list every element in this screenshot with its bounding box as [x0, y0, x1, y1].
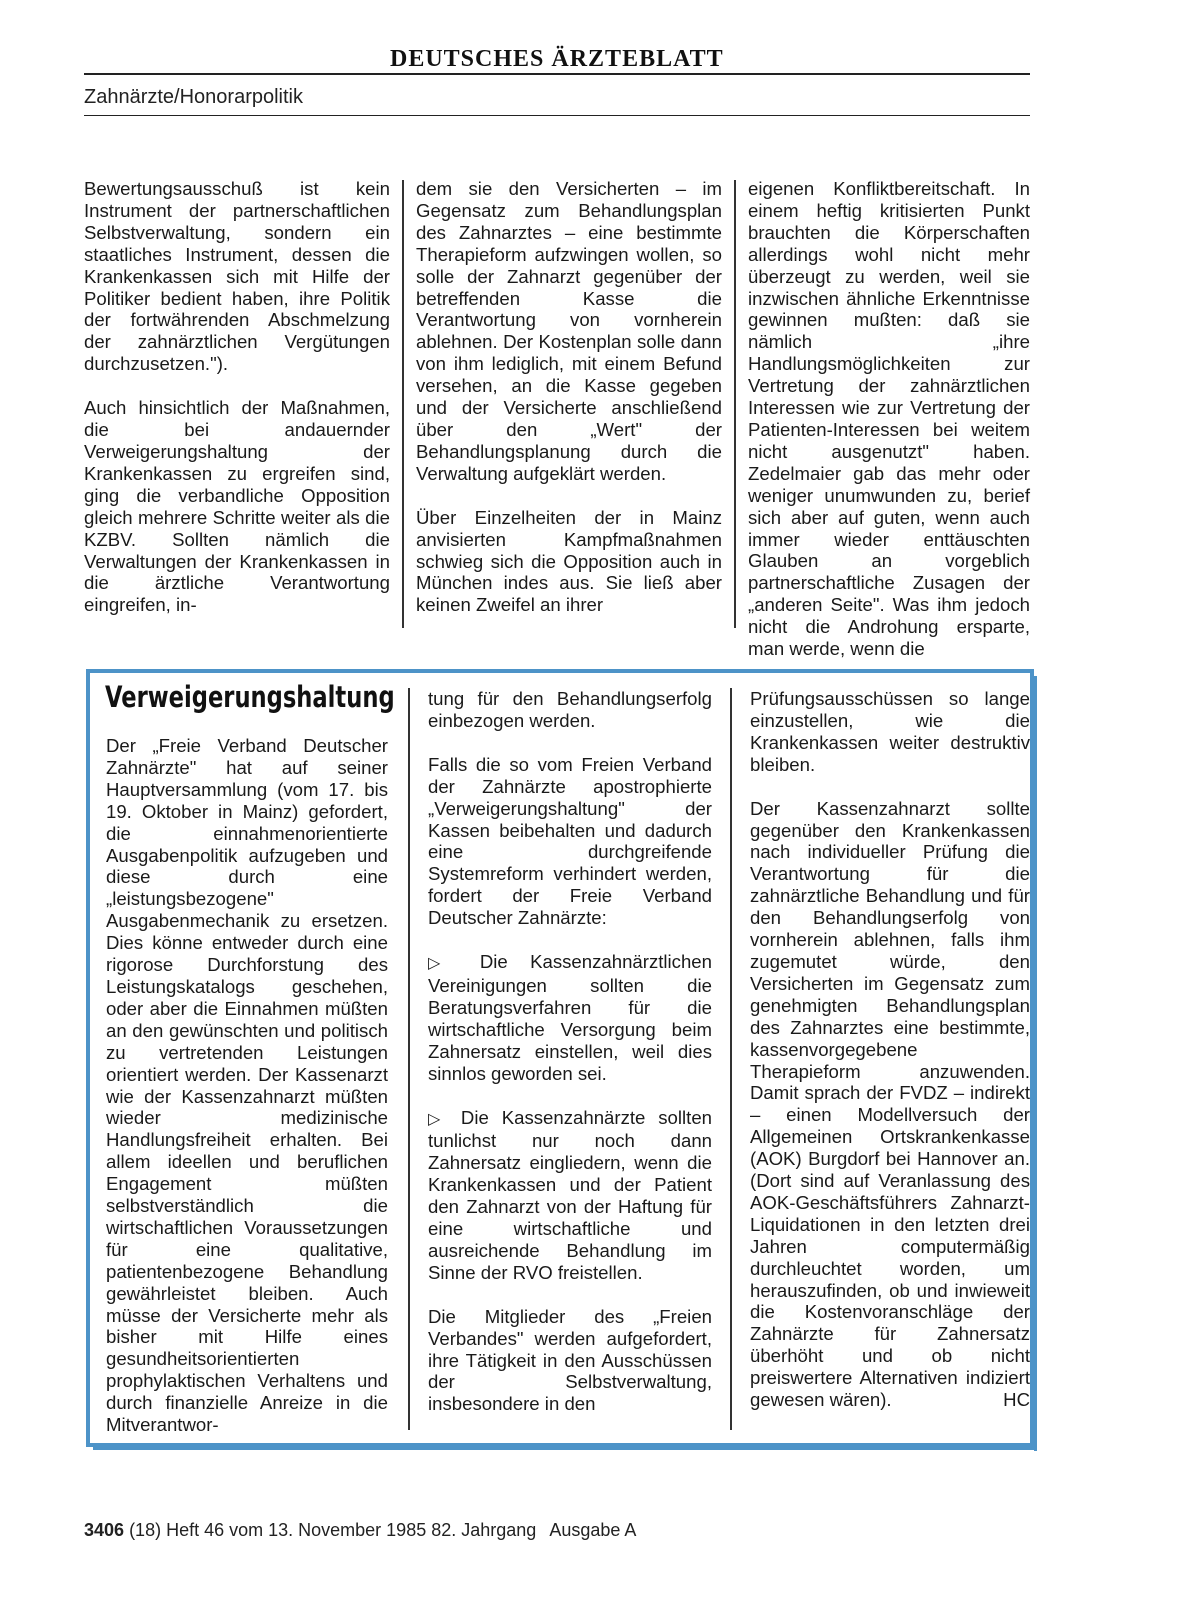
box-column-1 [106, 735, 388, 1436]
masthead-rule [84, 73, 1030, 75]
author-signature: HC [1003, 1389, 1030, 1411]
paragraph: Bewertungsausschuß ist kein Instrument der partnerschaftlichen Selbstverwaltung, sondern ein staatliches Instrument, dessen die Krankenkassen sich mit Hilfe der Politiker bedient haben, ihre Politik der fortwährenden Abschmelzung der zahnärztlichen Vergütungen durchzusetzen."). [84, 178, 390, 375]
paragraph: tung für den Behandlungserfolg einbezogen werden. [428, 688, 712, 731]
paragraph [750, 798, 1030, 1411]
info-box-shadow [93, 1447, 1037, 1450]
page-number: 3406 [84, 1520, 125, 1540]
bullet-item [428, 951, 712, 1084]
article-column-1 [84, 178, 390, 616]
paragraph: Auch hinsichtlich der Maßnahmen, die bei andauernder Verweigerungshaltung der Krankenkassen zu ergreifen sind, ging die verbandliche Opposition gleich mehrere Schritte weiter als die KZBV. Sollten nämlich die Verwaltungen der Krankenkassen in die ärztliche Verantwortung eingreifen, in- [84, 397, 390, 616]
article-column-2 [416, 178, 722, 616]
paragraph: Die Mitglieder des „Freien Verbandes" werden aufgefordert, ihre Tätigkeit in den Ausschüssen der Selbstverwaltung, insbesondere in den [428, 1305, 712, 1415]
paragraph: Der „Freie Verband Deutscher Zahnärzte" hat auf seiner Hauptversammlung (vom 17. bis 19. Oktober in Mainz) gefordert, die einnahmenorientierte Ausgabenpolitik aufzugeben und diese durch eine „leistungsbezogene" Ausgabenmechanik zu ersetzen. Dies könne entweder durch eine rigorose Durchforstung des Leistungskatalogs geschehen, oder aber die Einnahmen müßten an den gewünschten und politisch zu vertretenden Leistungen orientiert werden. Der Kassenarzt wie der Kassenzahnarzt müßten wieder medizinische Handlungsfreiheit erhalten. Bei allem ideellen und beruflichen Engagement müßten selbstverständlich die wirtschaftlichen Voraussetzungen für eine qualitative, patientenbezogene Behandlung gewährleistet bleiben. Auch müsse der Versicherte mehr als bisher mit Hilfe eines gesundheitsorientierten prophylaktischen Verhaltens und durch finanzielle Anreize in die Mitverantwor- [106, 735, 388, 1436]
info-box-shadow [1034, 676, 1037, 1451]
column-divider [408, 688, 410, 1430]
box-columns [106, 688, 1030, 1438]
issue-info: (18) Heft 46 vom 13. November 1985 82. Jahrgang [129, 1520, 537, 1540]
bullet-text: Die Kassenzahnärzte sollten tunlichst nur noch dann Zahnersatz eingliedern, wenn die Krankenkassen und der Patient den Zahnarzt von der Haftung für eine wirtschaftliche und ausreichende Behandlung im Sinne der RVO freistellen. [428, 1106, 713, 1283]
box-column-3 [750, 688, 1030, 1411]
paragraph: Über Einzelheiten der in Mainz anvisierten Kampfmaßnahmen schwieg sich die Opposition auch in München indes aus. Sie ließ aber keinen Zweifel an ihrer [416, 506, 722, 616]
box-title: Verweigerungshaltung [105, 680, 395, 714]
section-rule [84, 115, 1030, 116]
article-columns [84, 178, 1030, 660]
page-footer [84, 1520, 636, 1541]
article-column-3 [748, 178, 1030, 660]
paragraph: eigenen Konfliktbereitschaft. In einem heftig kritisierten Punkt brauchten die Körperschaften allerdings wohl nicht mehr überzeugt zu werden, weil sie inzwischen ähnliche Erkenntnisse gewinnen mußten: daß sie nämlich „ihre Handlungsmöglichkeiten zur Vertretung der zahnärztlichen Interessen wie zur Vertretung der Patienten-Interessen bei weitem nicht ausgenutzt" haben. Zedelmaier gab das mehr oder weniger unumwunden zu, berief sich aber auf guten, wenn auch immer wieder enttäuschten Glauben an vorgeblich partnerschaftliche Zusagen der „anderen Seite". Was ihm jedoch nicht die Androhung ersparte, man werde, wenn die [748, 178, 1030, 660]
column-divider [402, 180, 404, 628]
paragraph: Falls die so vom Freien Verband der Zahnärzte apostrophierte „Verweigerungshaltung" der Kassen beibehalten und dadurch eine durchgreifende Systemreform verhindert werden, fordert der Freie Verband Deutscher Zahnärzte: [428, 753, 712, 929]
paragraph: Prüfungsausschüssen so lange einzustellen, wie die Krankenkassen weiter destruktiv bleiben. [750, 688, 1030, 775]
paragraph-text: Der Kassenzahnarzt sollte gegenüber den Krankenkassen nach individueller Prüfung die Verantwortung für die zahnärztliche Behandlung und für den Behandlungserfolg von vornherein ablehnen, falls ihm zugemutet würde, den Versicherten im Gegensatz zum genehmigten Behandlungsplan des Zahnarztes eine bestimmte, kassenvorgegebene Therapieform anzuwenden. Damit sprach der FVDZ – indirekt – einen Modellversuch der Allgemeinen Ortskrankenkasse (AOK) Burgdorf bei Hannover an. (Dort sind auf Veranlassung des AOK-Geschäftsführers Zahnarzt-Liquidationen in den letzten drei Jahren computermäßig durchleuchtet worden, um herauszufinden, ob und inwieweit die Kostenvoranschläge der Zahnärzte für Zahnersatz überhöht und ob nicht preiswertere Alternativen indiziert gewesen wären). [750, 797, 1030, 1411]
triangle-bullet-icon: ▷ [428, 1110, 449, 1128]
bullet-text: Die Kassenzahnärztlichen Vereinigungen sollten die Beratungsverfahren für die wirtschaftliche Versorgung beim Zahnersatz einstellen, weil dies sinnlos geworden sei. [428, 951, 712, 1084]
section-title: Zahnärzte/Honorarpolitik [84, 86, 303, 108]
bullet-item [428, 1107, 712, 1284]
edition-label: Ausgabe A [549, 1520, 637, 1540]
paragraph: dem sie den Versicherten – im Gegensatz zum Behandlungsplan des Zahnarztes – eine bestimmte Therapieform aufzwingen wollen, so solle der Zahnarzt gegenüber der betreffenden Kasse die Verantwortung von vornherein ablehnen. Der Kostenplan solle dann von ihm lediglich, mit einem Befund versehen, an die Kasse gegeben und der Versicherte anschließend über den „Wert" der Behandlungsplanung durch die Verwaltung aufgeklärt werden. [416, 178, 722, 484]
column-divider [730, 688, 732, 1430]
column-divider [734, 180, 736, 628]
masthead: DEUTSCHES ÄRZTEBLATT [390, 46, 724, 72]
triangle-bullet-icon: ▷ [428, 955, 458, 973]
box-column-2 [428, 688, 712, 1415]
